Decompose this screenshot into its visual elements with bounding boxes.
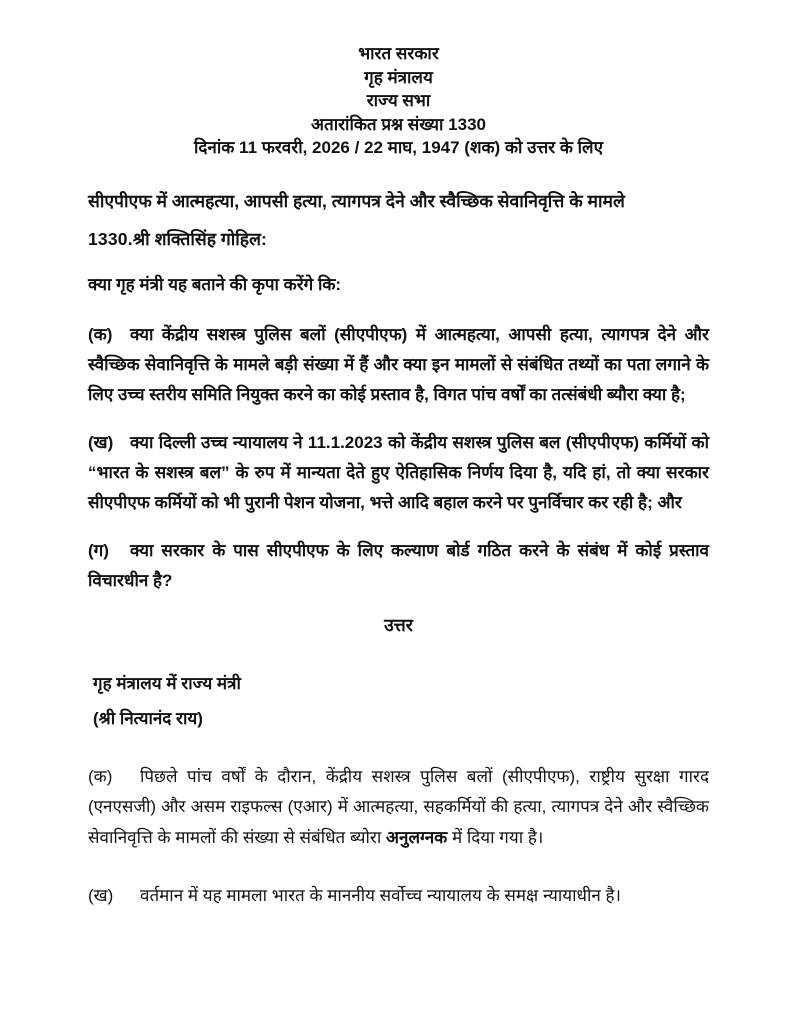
question-preamble: क्या गृह मंत्री यह बताने की कृपा करेंगे कि: xyxy=(88,274,342,294)
member-name: श्री शक्तिसिंह गोहिल: xyxy=(132,228,267,249)
question-number-line xyxy=(88,224,709,254)
letterhead-answer-date: दिनांक 11 फरवरी, 2026 / 22 माघ, 1947 (शक) को उत्तर के लिए xyxy=(194,138,603,157)
answer-part-a-text-after: में दिया गया है। xyxy=(447,827,544,847)
question-subject: सीएपीएफ में आत्महत्या, आपसी हत्या, त्यागपत्र देने और स्वैच्छिक सेवानिवृत्ति के मामले xyxy=(88,190,625,211)
question-part-a xyxy=(88,320,709,410)
letterhead-house: राज्य सभा xyxy=(366,91,431,110)
answer-part-b xyxy=(88,881,709,912)
minister-designation: गृह मंत्रालय में राज्य मंत्री xyxy=(93,673,241,693)
minister-block xyxy=(88,666,709,736)
subject-block xyxy=(88,186,709,254)
answer-heading: उत्तर xyxy=(384,614,413,635)
question-part-b xyxy=(88,428,709,518)
question-part-c-text: क्या सरकार के पास सीएपीएफ के लिए कल्याण बोर्ड गठित करने के संबंध में कोई प्रस्ताव विचारधीन है? xyxy=(88,540,709,590)
answer-part-b-label: (ख) xyxy=(88,886,114,905)
letterhead-question-number: अतारांकित प्रश्न संख्या 1330 xyxy=(311,114,486,134)
question-number: 1330. xyxy=(88,228,133,249)
letterhead-ministry: गृह मंत्रालय xyxy=(364,67,433,87)
answer-part-a xyxy=(88,762,709,854)
question-part-b-text: क्या दिल्ली उच्च न्यायालय ने 11.1.2023 को केंद्रीय सशस्त्र पुलिस बल (सीएपीएफ) कर्मियों को “भारत के सशस्त्र बल” के रुप में मान्यता देते हुए ऐतिहासिक निर्णय दिया है, यदि हां, तो क्या सरकार सीएपीएफ कर्मियों को भी पुरानी पेशन योजना, भत्ते आदि बहाल करने पर पुनर्विचार कर रही है; और xyxy=(88,432,709,512)
question-part-c xyxy=(88,536,709,596)
answer-part-a-label: (क) xyxy=(88,766,113,786)
letterhead xyxy=(88,42,709,160)
answer-part-b-text: वर्तमान में यह मामला भारत के माननीय सर्वोच्च न्यायालय के समक्ष न्यायाधीन है। xyxy=(140,886,621,905)
question-part-b-label: (ख) xyxy=(88,432,114,452)
question-part-a-label: (क) xyxy=(88,324,113,344)
question-part-c-label: (ग) xyxy=(88,540,109,560)
annexure-term: अनुलग्नक xyxy=(386,827,448,847)
letterhead-government: भारत सरकार xyxy=(358,44,439,63)
answer-part-a-text-before: पिछले पांच वर्षों के दौरान, केंद्रीय सशस्त्र पुलिस बलों (सीएपीएफ), राष्ट्रीय सुरक्षा गारद (एनएसजी) और असम राइफल्स (एआर) में आत्महत्या, सहकर्मियों की हत्या, त्यागपत्र देने और स्वैच्छिक सेवानिवृत्ति के मामलों की संख्या से संबंधित ब्योरा xyxy=(88,766,709,847)
minister-name: (श्री नित्यानंद राय) xyxy=(93,708,203,728)
question-part-a-text: क्या केंद्रीय सशस्त्र पुलिस बलों (सीएपीएफ) में आत्महत्या, आपसी हत्या, त्यागपत्र देने और स्वैच्छिक सेवानिवृत्ति के मामले बड़ी संख्या में हैं और क्या इन मामलों से संबंधित तथ्यों का पता लगाने के लिए उच्च स्तरीय समिति नियुक्त करने का कोई प्रस्ताव है, विगत पांच वर्षों का तत्संबंधी ब्यौरा क्या है; xyxy=(88,324,709,404)
